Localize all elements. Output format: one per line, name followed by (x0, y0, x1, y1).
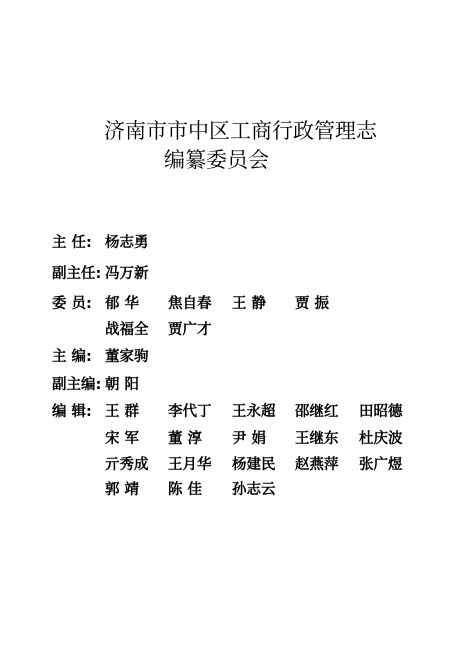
editors-label: 编 辑: (52, 404, 92, 420)
committee-member: 贾 振 (295, 296, 330, 312)
editor-name: 邵继红 (295, 404, 339, 420)
chief-editor-name: 董家驹 (105, 349, 149, 365)
deputy-director-label: 副主任: (52, 266, 102, 282)
editor-name: 王 群 (105, 404, 140, 420)
editor-name: 董 淳 (168, 431, 203, 447)
document-title: 济南市市中区工商行政管理志 (104, 119, 377, 143)
editor-name: 张广煜 (359, 457, 403, 473)
deputy-chief-editor-name: 朝 阳 (105, 377, 140, 393)
editor-name: 陈 佳 (168, 482, 203, 498)
committee-member: 郁 华 (105, 296, 140, 312)
director-name: 杨志勇 (105, 235, 149, 251)
editor-name: 王月华 (168, 457, 212, 473)
deputy-chief-editor-label: 副主编: (52, 377, 102, 393)
director-label: 主 任: (52, 235, 92, 251)
document-subtitle: 编纂委员会 (164, 148, 269, 172)
editor-name: 尹 娟 (232, 431, 267, 447)
editor-name: 田昭德 (359, 404, 403, 420)
editor-name: 杜庆波 (359, 431, 403, 447)
chief-editor-label: 主 编: (52, 349, 92, 365)
editor-name: 杨建民 (232, 457, 276, 473)
editor-name: 亓秀成 (105, 457, 149, 473)
committee-member: 王 静 (232, 296, 267, 312)
editor-name: 郭 靖 (105, 482, 140, 498)
editor-name: 孙志云 (232, 482, 276, 498)
committee-member: 焦自春 (168, 296, 212, 312)
committee-member: 贾广才 (168, 322, 212, 338)
editor-name: 王永超 (232, 404, 276, 420)
committee-member: 战福全 (105, 322, 149, 338)
deputy-director-name: 冯万新 (105, 266, 149, 282)
editor-name: 宋 军 (105, 431, 140, 447)
committee-label: 委 员: (52, 296, 92, 312)
editor-name: 李代丁 (168, 404, 212, 420)
editor-name: 王继东 (295, 431, 339, 447)
editor-name: 赵燕萍 (295, 457, 339, 473)
